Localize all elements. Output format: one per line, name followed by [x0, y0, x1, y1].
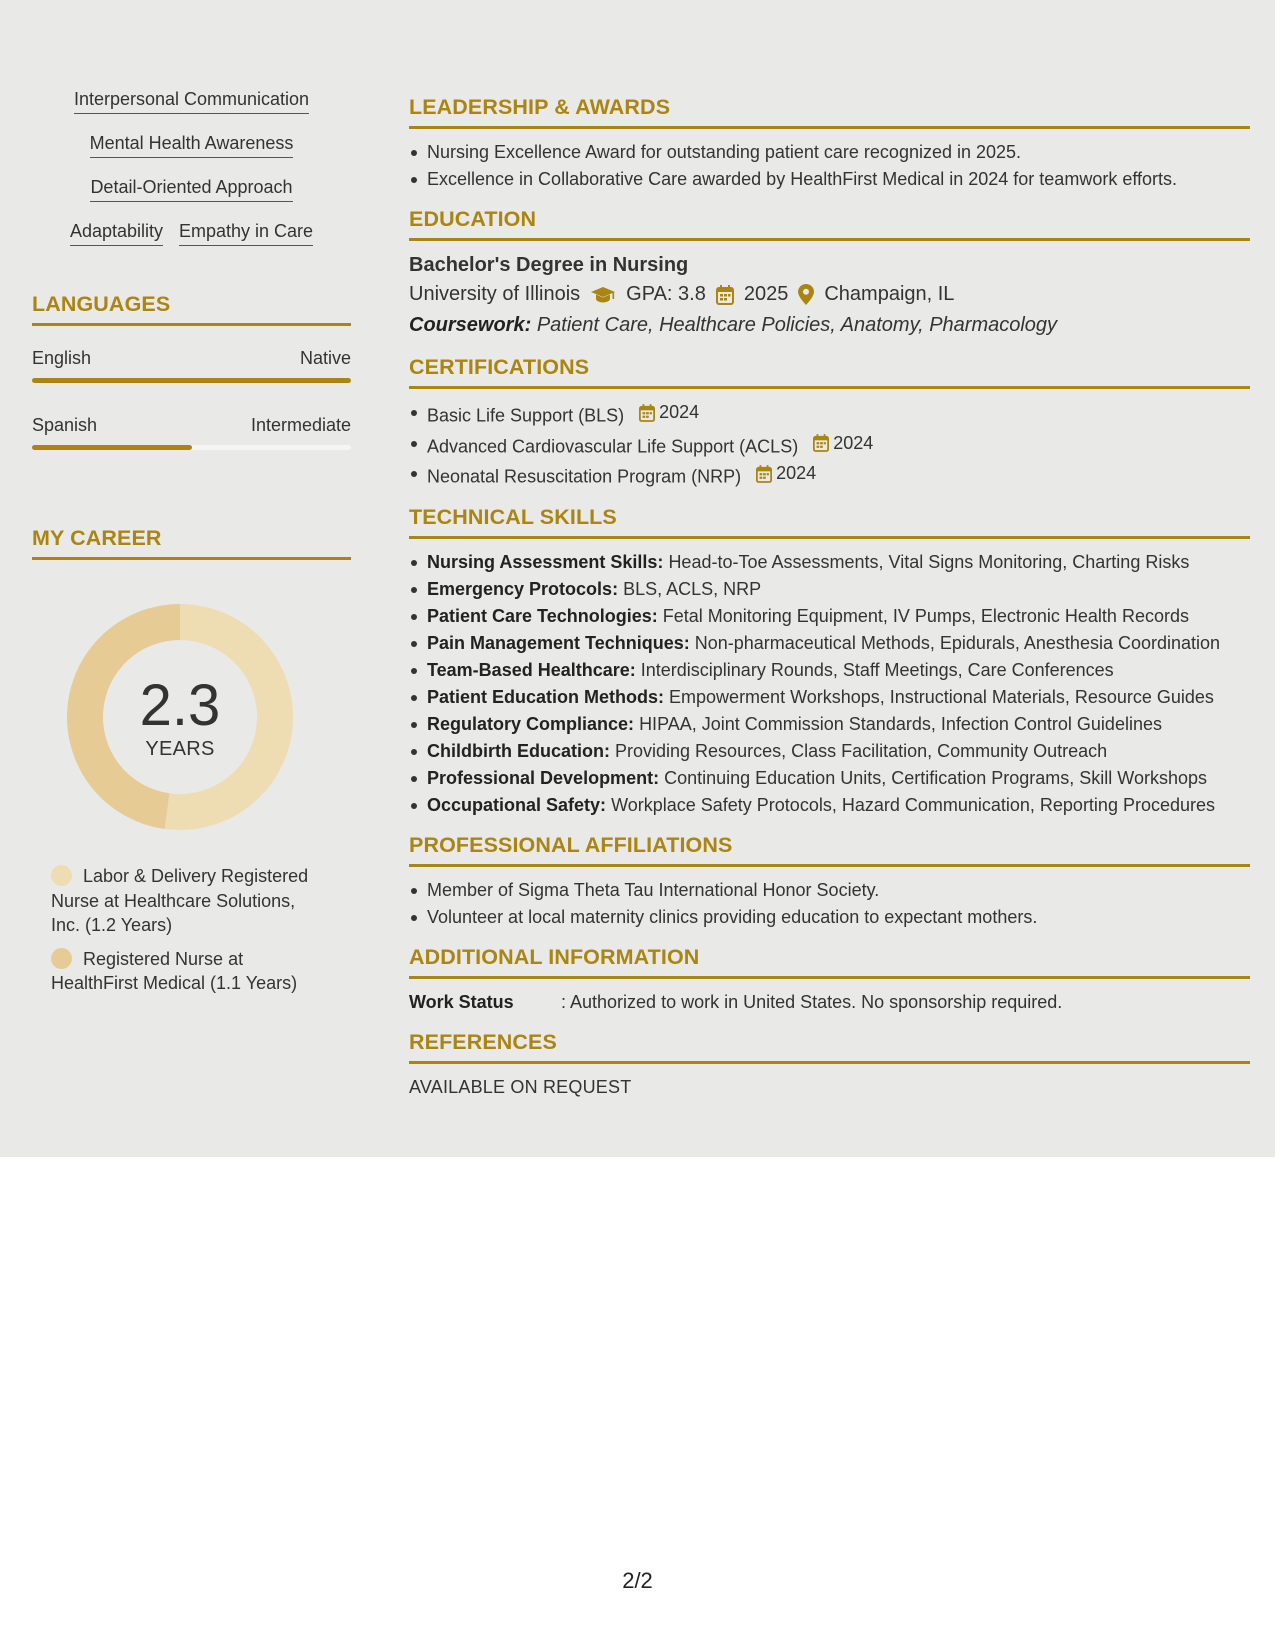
school-name: University of Illinois — [409, 283, 581, 305]
language-level: Intermediate — [250, 415, 351, 435]
career-section — [32, 526, 351, 996]
list-item — [427, 711, 1250, 738]
section-heading: MY CAREER — [32, 526, 351, 560]
list-item: Member of Sigma Theta Tau International Honor Society. — [427, 877, 1250, 904]
degree-title: Bachelor's Degree in Nursing — [409, 254, 689, 276]
language-row — [32, 348, 351, 369]
affiliations-list — [409, 877, 1250, 931]
language-row — [32, 415, 351, 436]
section-heading: CERTIFICATIONS — [409, 355, 1250, 389]
skill-tag: Adaptability — [70, 220, 163, 246]
legend-dot — [51, 948, 72, 969]
certification-year: 2024 — [833, 432, 874, 453]
skill-category: Nursing Assessment Skills: — [427, 551, 664, 572]
legend-item — [51, 864, 321, 938]
language-bar-fill — [32, 378, 351, 383]
skill-tag: Interpersonal Communication — [74, 88, 309, 114]
skill-category: Emergency Protocols: — [427, 578, 619, 599]
career-total-years: 2.3 — [139, 672, 221, 738]
language-bar — [32, 445, 351, 450]
graduation-cap-icon — [590, 286, 616, 304]
list-item — [427, 460, 1250, 491]
skill-category: Regulatory Compliance: — [427, 713, 635, 734]
list-item — [427, 657, 1250, 684]
page-number: 2/2 — [622, 1568, 653, 1593]
certification-year: 2024 — [776, 463, 817, 483]
soft-skills — [32, 80, 351, 246]
work-status-value: : Authorized to work in United States. No sponsorship required. — [561, 991, 1063, 1012]
section-heading: EDUCATION — [409, 207, 1250, 241]
legend-label: Labor & Delivery Registered Nurse at Healthcare Solutions, Inc. (1.2 Years) — [51, 866, 309, 935]
legend-dot — [51, 865, 72, 886]
list-item — [427, 792, 1250, 819]
certification-name: Neonatal Resuscitation Program (NRP) — [427, 466, 742, 487]
language-bar — [32, 378, 351, 383]
leadership-section — [409, 95, 1250, 193]
legend-item — [51, 947, 321, 996]
list-item: Volunteer at local maternity clinics providing education to expectant mothers. — [427, 904, 1250, 931]
coursework-label: Coursework: — [409, 314, 532, 336]
skill-category: Occupational Safety: — [427, 794, 607, 815]
skill-category: Pain Management Techniques: — [427, 632, 690, 653]
coursework — [409, 310, 1250, 341]
skill-category: Professional Development: — [427, 767, 660, 788]
section-heading: LANGUAGES — [32, 292, 351, 326]
list-item — [427, 684, 1250, 711]
affiliations-section — [409, 833, 1250, 931]
skill-tag: Mental Health Awareness — [90, 132, 294, 158]
right-column — [409, 95, 1250, 1115]
skill-category: Patient Education Methods: — [427, 686, 665, 707]
school-location: Champaign, IL — [824, 283, 955, 305]
skill-tag: Empathy in Care — [179, 220, 313, 246]
calendar-icon — [813, 434, 829, 452]
career-years-unit: YEARS — [145, 737, 215, 760]
certification-name: Basic Life Support (BLS) — [427, 405, 625, 426]
skill-tag: Detail-Oriented Approach — [90, 176, 292, 202]
list-item: Excellence in Collaborative Care awarded by HealthFirst Medical in 2024 for teamwork efforts. — [427, 166, 1250, 193]
language-bar-fill — [32, 445, 192, 450]
skill-details: Fetal Monitoring Equipment, IV Pumps, Electronic Health Records — [662, 605, 1189, 626]
donut-center — [67, 604, 293, 830]
list-item — [427, 765, 1250, 792]
language-name: English — [32, 348, 92, 368]
calendar-icon — [639, 404, 655, 422]
calendar-icon — [716, 285, 734, 305]
technical-skills-list — [409, 549, 1250, 819]
certification-date — [813, 430, 873, 457]
certification-name: Advanced Cardiovascular Life Support (ACLS) — [427, 436, 799, 456]
skill-details: Interdisciplinary Rounds, Staff Meetings, Care Conferences — [640, 659, 1114, 680]
section-heading: PROFESSIONAL AFFILIATIONS — [409, 833, 1250, 867]
references-section — [409, 1030, 1250, 1101]
list-item — [427, 399, 1250, 430]
certification-date — [639, 399, 699, 426]
skill-details: Head-to-Toe Assessments, Vital Signs Monitoring, Charting Risks — [668, 551, 1190, 572]
skill-details: Workplace Safety Protocols, Hazard Communication, Reporting Procedures — [611, 794, 1216, 815]
skill-details: Non-pharmaceutical Methods, Epidurals, Anesthesia Coordination — [694, 632, 1221, 653]
skill-details: Providing Resources, Class Facilitation, Community Outreach — [615, 740, 1108, 761]
list-item — [427, 576, 1250, 603]
skill-category: Team-Based Healthcare: — [427, 659, 636, 680]
location-pin-icon — [798, 284, 814, 305]
section-heading: REFERENCES — [409, 1030, 1250, 1064]
list-item: Nursing Excellence Award for outstanding patient care recognized in 2025. — [427, 139, 1250, 166]
skill-category: Patient Care Technologies: — [427, 605, 658, 626]
career-legend — [51, 864, 321, 996]
work-status-row — [409, 989, 1250, 1016]
calendar-icon — [756, 465, 772, 483]
additional-info-section — [409, 945, 1250, 1016]
list-item — [427, 630, 1250, 657]
language-level: Native — [299, 348, 351, 368]
skill-details: BLS, ACLS, NRP — [623, 578, 762, 599]
education-section — [409, 207, 1250, 341]
list-item — [427, 738, 1250, 765]
skill-details: HIPAA, Joint Commission Standards, Infection Control Guidelines — [639, 713, 1162, 734]
references-text: AVAILABLE ON REQUEST — [409, 1076, 632, 1097]
languages-section — [32, 292, 351, 450]
leadership-list — [409, 139, 1250, 193]
section-heading: LEADERSHIP & AWARDS — [409, 95, 1250, 129]
skill-details: Empowerment Workshops, Instructional Materials, Resource Guides — [669, 686, 1214, 707]
skill-details: Continuing Education Units, Certification Programs, Skill Workshops — [664, 767, 1207, 788]
certification-date — [756, 460, 816, 487]
work-status-label: Work Status — [409, 991, 514, 1012]
list-item — [427, 603, 1250, 630]
graduation-year: 2025 — [743, 283, 789, 305]
left-column — [32, 80, 351, 1005]
section-heading: ADDITIONAL INFORMATION — [409, 945, 1250, 979]
career-donut-chart — [67, 604, 293, 830]
certifications-list — [409, 399, 1250, 491]
certification-year: 2024 — [659, 402, 700, 422]
list-item — [427, 549, 1250, 576]
legend-label: Registered Nurse at HealthFirst Medical (1.1 Years) — [51, 948, 298, 993]
skill-category: Childbirth Education: — [427, 740, 610, 761]
coursework-text: Patient Care, Healthcare Policies, Anatomy, Pharmacology — [536, 314, 1058, 336]
section-heading: TECHNICAL SKILLS — [409, 505, 1250, 539]
education-details — [409, 279, 1250, 310]
certifications-section — [409, 355, 1250, 491]
list-item — [427, 430, 1250, 461]
language-name: Spanish — [32, 415, 98, 435]
technical-skills-section — [409, 505, 1250, 819]
gpa: GPA: 3.8 — [626, 283, 706, 305]
